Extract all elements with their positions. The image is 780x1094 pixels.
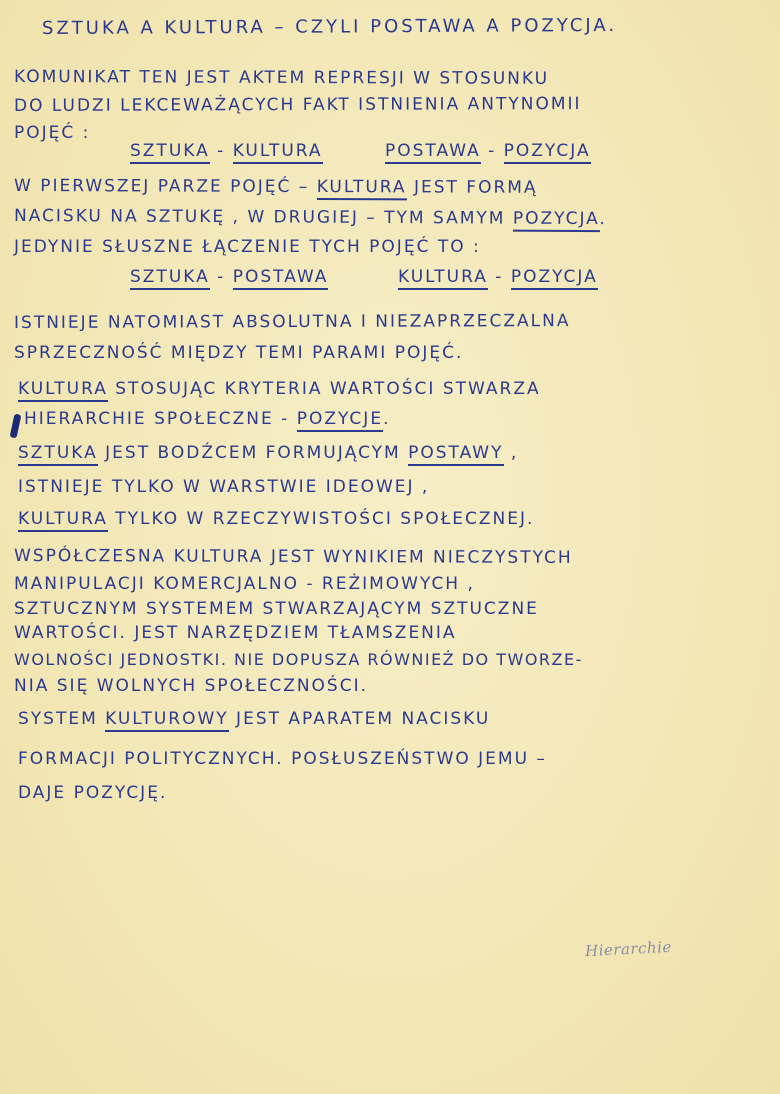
concept-word: KULTUROWY [105, 709, 228, 732]
concept-word: KULTURA [317, 177, 407, 200]
concept-word: POZYCJA [511, 267, 598, 290]
text-line: WARTOŚCI. JEST NARZĘDZIEM TŁAMSZENIA [14, 623, 457, 643]
text-segment: HIERARCHIE SPOŁECZNE - [24, 409, 297, 429]
concept-word: SZTUKA [130, 141, 210, 164]
signature: Hierarchie [584, 937, 673, 961]
concept-word: POSTAWA [233, 267, 329, 290]
concept-word: SZTUKA [130, 267, 210, 290]
concept-word: POSTAWY [408, 443, 503, 466]
text-line: SZTUCZNYM SYSTEMEM STWARZAJĄCYM SZTUCZNE [14, 599, 539, 619]
text-line: NIA SIĘ WOLNYCH SPOŁECZNOŚCI. [14, 676, 369, 696]
text-segment: . [383, 409, 391, 429]
concept-word: KULTURA [18, 509, 108, 532]
ink-correction-mark [10, 414, 22, 439]
text-line: WOLNOŚCI JEDNOSTKI. NIE DOPUSZA RÓWNIEŻ DO TWORZE- [14, 650, 583, 669]
text-line: ISTNIEJE NATOMIAST ABSOLUTNA I NIEZAPRZECZALNA [13, 311, 571, 333]
concept-word: SZTUKA [18, 443, 98, 466]
text-line [14, 205, 607, 230]
concept-word: POZYCJA [513, 209, 600, 232]
concept-word: POSTAWA [385, 141, 481, 164]
text-segment: STOSUJĄC KRYTERIA WARTOŚCI STWARZA [107, 379, 541, 399]
pair-separator: - [480, 141, 504, 161]
text-line: DO LUDZI LEKCEWAŻĄCYCH FAKT ISTNIENIA ANTYNOMII [13, 94, 582, 116]
text-segment: SYSTEM [18, 709, 106, 729]
text-segment: JEST APARATEM NACISKU [228, 709, 491, 729]
pair-separator: - [209, 267, 233, 287]
text-line [24, 408, 390, 430]
pair-separator: - [209, 141, 233, 161]
text-segment: W PIERWSZEJ PARZE POJĘĆ – [13, 176, 317, 198]
text-segment: . [599, 209, 607, 230]
text-segment: NACISKU NA SZTUKĘ , W DRUGIEJ – TYM SAMYM [13, 206, 513, 229]
text-segment: , [503, 443, 519, 463]
concept-pairs-line [130, 140, 323, 162]
text-line: POJĘĆ : [14, 123, 91, 143]
concept-word: KULTURA [18, 379, 108, 402]
text-line: MANIPULACJI KOMERCJALNO - REŻIMOWYCH , [14, 574, 475, 594]
concept-pairs-line [130, 266, 328, 288]
concept-word: POZYCJE [297, 409, 383, 432]
text-segment: TYLKO W RZECZYWISTOŚCI SPOŁECZNEJ. [107, 509, 535, 529]
concept-word: KULTURA [233, 141, 323, 164]
text-line [18, 708, 490, 730]
text-line: JEDYNIE SŁUSZNE ŁĄCZENIE TYCH POJĘĆ TO : [14, 237, 481, 257]
text-segment: JEST FORMĄ [406, 177, 538, 198]
text-line [18, 442, 518, 464]
text-line: KOMUNIKAT TEN JEST AKTEM REPRESJI W STOSUNKU [13, 67, 550, 89]
document-title: SZTUKA A KULTURA – CZYLI POSTAWA A POZYCJA. [41, 14, 618, 39]
concept-pairs-line [398, 266, 598, 288]
concept-word: POZYCJA [504, 141, 591, 164]
text-segment: JEST BODŹCEM FORMUJĄCYM [97, 443, 409, 463]
concept-pairs-line [385, 140, 591, 162]
text-line [14, 175, 538, 199]
text-line: ISTNIEJE TYLKO W WARSTWIE IDEOWEJ , [18, 477, 430, 497]
pair-separator: - [487, 267, 511, 287]
text-line: SPRZECZNOŚĆ MIĘDZY TEMI PARAMI POJĘĆ. [14, 343, 464, 363]
text-line: FORMACJI POLITYCZNYCH. POSŁUSZEŃSTWO JEMU – [18, 749, 547, 769]
text-line [18, 508, 534, 530]
text-line [18, 378, 541, 400]
concept-word: KULTURA [398, 267, 488, 290]
text-line: WSPÓŁCZESNA KULTURA JEST WYNIKIEM NIECZYSTYCH [13, 546, 573, 568]
text-line: DAJE POZYCJĘ. [18, 783, 168, 803]
